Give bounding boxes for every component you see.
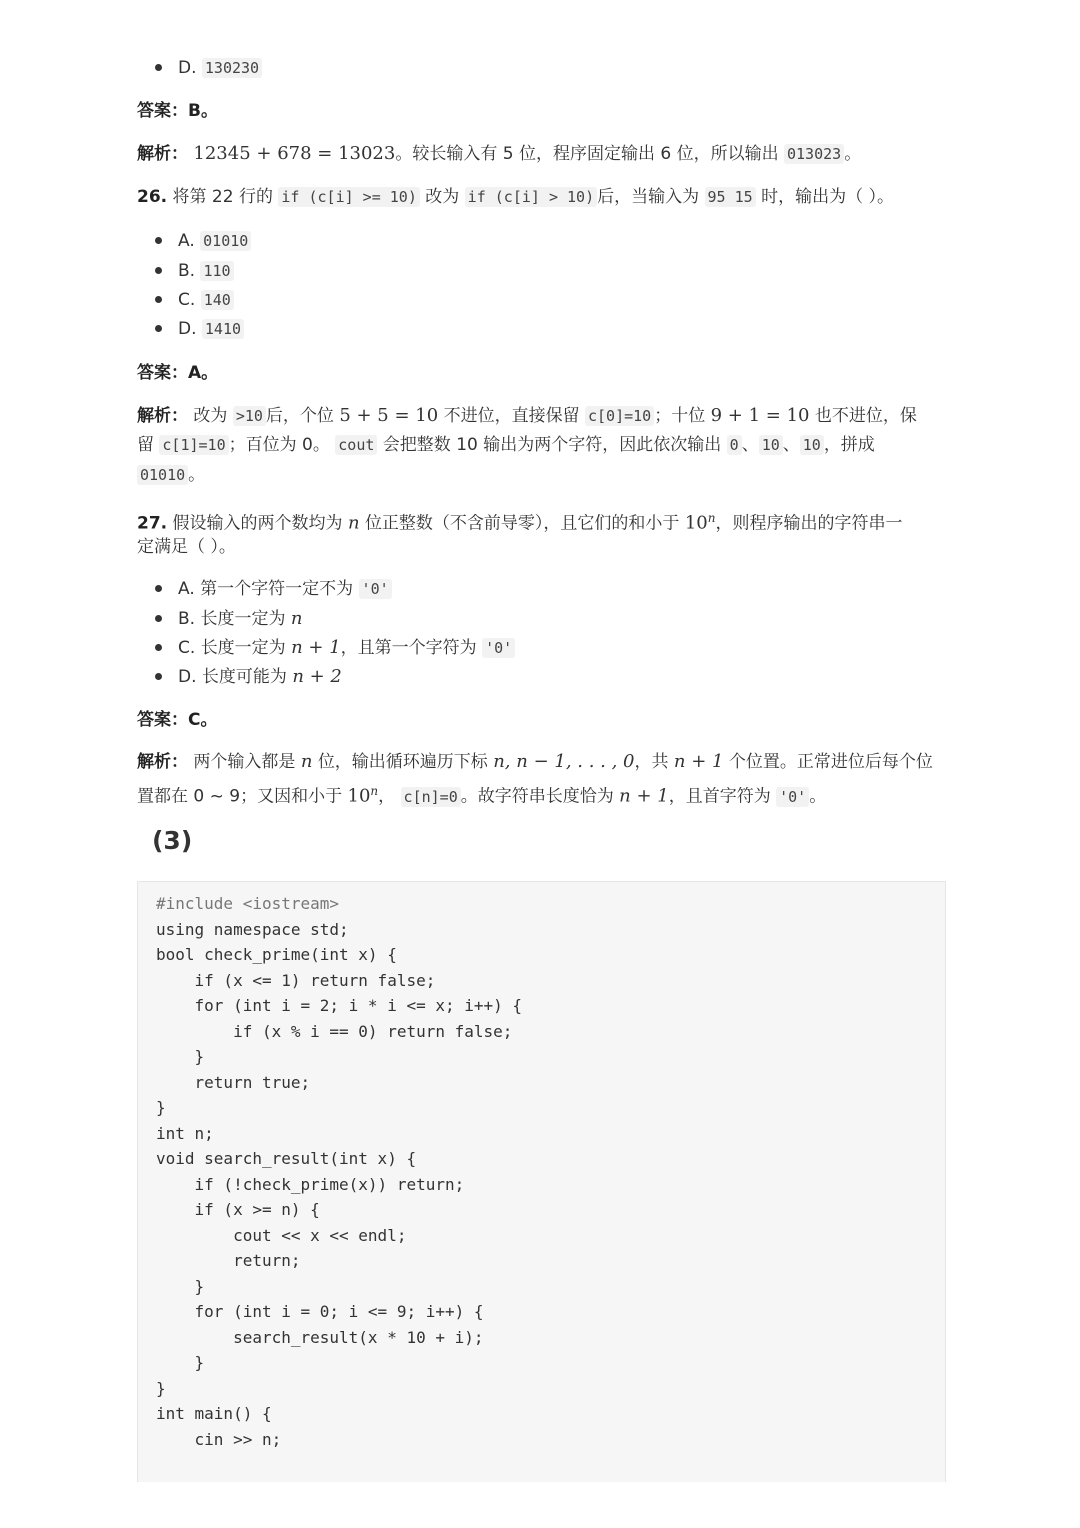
option-prefix: D. [178, 319, 197, 339]
question-text: 定满足（ ）。 [137, 537, 236, 557]
code-line [156, 1046, 204, 1068]
code-line-text: if (x >= n) { [156, 1200, 320, 1219]
analysis-text: 。故字符串长度恰为 [460, 786, 614, 807]
section-heading: (3) [152, 826, 193, 855]
analysis-label: 解析： [137, 752, 188, 772]
bullet-dot [155, 673, 162, 680]
inline-code: 01010 [137, 465, 188, 485]
question-text: 后，当输入为 [597, 187, 700, 207]
q27-option [178, 636, 515, 660]
code-line-text: for (int i = 0; i <= 9; i++) { [156, 1302, 484, 1321]
inline-code: if (c[i] > 10) [465, 187, 597, 207]
math-variable: n [290, 608, 303, 629]
bullet-dot [155, 267, 162, 274]
answer-value: C。 [188, 710, 218, 730]
code-line-text: } [156, 1353, 205, 1372]
code-line [156, 1097, 166, 1119]
answer-label: 答案： [137, 101, 188, 121]
question-text: 将第 22 行的 [172, 187, 273, 207]
code-line [156, 1276, 204, 1298]
math-expression: n + 1 [673, 751, 724, 772]
code-line-text: #include <iostream> [156, 894, 340, 913]
code-line-text: bool check_prime(int x) { [156, 945, 397, 964]
code-line-text: int n; [156, 1124, 214, 1143]
answer-label: 答案： [137, 710, 188, 730]
q26-option [178, 288, 234, 312]
analysis-label: 解析： [137, 406, 188, 426]
option-value: 140 [201, 290, 234, 310]
analysis-text: ， [378, 786, 396, 807]
math-expression: n + 1 [619, 785, 669, 807]
code-line-text: } [156, 1379, 166, 1398]
analysis-text: 后，个位 [265, 406, 334, 426]
analysis-text: ，共 [634, 752, 669, 772]
q26-option [178, 317, 244, 341]
q27-option [178, 577, 392, 601]
math-expression: n + 1 [291, 637, 341, 658]
q26-option [178, 259, 234, 283]
q27-option [178, 607, 302, 631]
inline-code: '0' [482, 638, 515, 658]
inline-code: c[n]=0 [401, 787, 461, 807]
analysis-text: ；百位为 0。 [228, 435, 330, 455]
q25-answer [137, 99, 947, 123]
answer-label: 答案： [137, 363, 188, 383]
option-prefix: C. [178, 290, 196, 310]
inline-code: 95 15 [705, 187, 756, 207]
code-line [156, 970, 435, 992]
question-text: 假设输入的两个数均为 [172, 513, 343, 534]
bullet-dot [155, 296, 162, 303]
option-text: ，且第一个字符为 [340, 638, 477, 658]
analysis-text: 改为 [193, 406, 228, 426]
answer-value: B。 [188, 101, 218, 121]
question-number: 27. [137, 513, 168, 534]
option-prefix: A. [178, 579, 195, 599]
bullet-dot [155, 615, 162, 622]
analysis-text: 留 [137, 435, 154, 455]
analysis-text: 不进位，直接保留 [443, 406, 580, 426]
math-expression: 9 + 1 = 10 [710, 405, 810, 426]
code-line [156, 1174, 464, 1196]
analysis-text: 、 [741, 435, 759, 455]
inline-code: cout [335, 435, 377, 455]
option-text: 长度一定为 [200, 609, 286, 629]
inline-code: '0' [776, 787, 809, 807]
q25-analysis [137, 142, 947, 166]
analysis-text: 也不进位，保 [814, 406, 917, 426]
code-line-text: void search_result(int x) { [156, 1149, 417, 1168]
math-expression: n + 2 [292, 666, 342, 687]
code-block [137, 881, 946, 1482]
analysis-text: 位，输出循环遍历下标 [317, 752, 488, 772]
code-line [156, 1327, 484, 1349]
q27-analysis-line-2 [137, 779, 947, 809]
math-expression: n, n − 1, . . . , 0 [493, 751, 635, 772]
code-line-text: } [156, 1098, 166, 1117]
code-line-text: if (x <= 1) return false; [156, 971, 436, 990]
q27-question-line-1 [137, 506, 947, 536]
bullet-dot [155, 585, 162, 592]
math-superscript: n [370, 784, 379, 798]
code-line [156, 1403, 272, 1425]
code-line [156, 1429, 281, 1451]
inline-code: 10 [800, 435, 824, 455]
code-line-text: return true; [156, 1073, 311, 1092]
analysis-text: 。较长输入有 5 位，程序固定输出 6 位，所以输出 [395, 144, 779, 164]
code-line [156, 1250, 301, 1272]
code-line [156, 1148, 416, 1170]
q26-answer [137, 361, 947, 385]
analysis-text: 会把整数 10 输出为两个字符，因此依次输出 [382, 435, 722, 455]
code-line [156, 1301, 484, 1323]
inline-code: 10 [759, 435, 783, 455]
analysis-text: 、 [782, 435, 800, 455]
code-line-text: cin >> n; [156, 1430, 282, 1449]
q27-analysis-line-1 [137, 750, 947, 774]
math-expression: 10 [347, 785, 371, 807]
option-text: 第一个字符一定不为 [200, 579, 354, 599]
option-prefix: A. [178, 231, 195, 251]
math-superscript: n [707, 511, 716, 525]
option-prefix: B. [178, 609, 196, 629]
code-line [156, 1072, 310, 1094]
math-variable: n [347, 512, 360, 534]
inline-code: if (c[i] >= 10) [278, 187, 419, 207]
q26-analysis-line-3 [137, 463, 947, 487]
q27-answer [137, 708, 947, 732]
code-line-text: cout << x << endl; [156, 1226, 407, 1245]
analysis-text: ，拼成 [823, 435, 875, 455]
math-variable: n [300, 751, 313, 772]
analysis-text: 置都在 0 ~ 9；又因和小于 [137, 786, 343, 807]
analysis-text: 。 [188, 465, 206, 485]
option-text: 长度可能为 [201, 667, 287, 687]
code-line-text: if (!check_prime(x)) return; [156, 1175, 465, 1194]
option-value: 130230 [202, 58, 262, 78]
bullet-dot [155, 644, 162, 651]
inline-code: 0 [727, 435, 742, 455]
code-line-text: for (int i = 2; i * i <= x; i++) { [156, 996, 523, 1015]
code-line [156, 919, 349, 941]
math-expression: 5 + 5 = 10 [339, 405, 439, 426]
code-line-text: return; [156, 1251, 301, 1270]
option-prefix: D. [178, 58, 197, 78]
question-number: 26. [137, 187, 168, 207]
code-line [156, 1378, 166, 1400]
code-line-text: int main() { [156, 1404, 272, 1423]
q26-option [178, 229, 251, 253]
code-line [156, 1199, 320, 1221]
option-value: 1410 [202, 319, 244, 339]
question-text: 改为 [425, 187, 460, 207]
question-text: ，则程序输出的字符串一 [715, 513, 903, 534]
code-line [156, 944, 397, 966]
code-line-text: if (x % i == 0) return false; [156, 1022, 513, 1041]
inline-code: c[0]=10 [585, 406, 654, 426]
q27-question-line-2 [137, 535, 947, 559]
code-line-text: } [156, 1047, 205, 1066]
option-prefix: D. [178, 667, 197, 687]
analysis-text: 个位置。正常进位后每个位 [728, 752, 933, 772]
analysis-label: 解析： [137, 144, 188, 164]
code-line [156, 1352, 204, 1374]
analysis-text: ；十位 [654, 406, 706, 426]
option-prefix: C. [178, 638, 196, 658]
code-line-text: search_result(x * 10 + i); [156, 1328, 484, 1347]
answer-value: A。 [188, 363, 219, 383]
analysis-text: 。 [809, 786, 827, 807]
q26-question [137, 185, 947, 209]
code-line-text: using namespace std; [156, 920, 349, 939]
code-line [156, 995, 522, 1017]
q26-analysis-line-1 [137, 404, 947, 428]
option-value: 110 [200, 261, 233, 281]
code-line [156, 893, 339, 915]
question-text: 位正整数（不含前导零），且它们的和小于 [364, 513, 680, 534]
bullet-dot [155, 64, 162, 71]
math-expression: 10 [684, 512, 708, 534]
option-text: 长度一定为 [200, 638, 286, 658]
code-line [156, 1225, 406, 1247]
inline-code: >10 [233, 406, 266, 426]
code-line-text: } [156, 1277, 205, 1296]
question-text: 时，输出为（ ）。 [761, 187, 894, 207]
bullet-dot [155, 237, 162, 244]
q27-option [178, 665, 342, 689]
analysis-text: 两个输入都是 [193, 752, 296, 772]
option-prefix: B. [178, 261, 196, 281]
analysis-text: 。 [844, 144, 862, 164]
q26-analysis-line-2 [137, 433, 947, 457]
code-line [156, 1123, 214, 1145]
code-line [156, 1021, 512, 1043]
analysis-text: ，且首字符为 [668, 786, 771, 807]
option-value: 01010 [200, 231, 251, 251]
inline-code: c[1]=10 [159, 435, 228, 455]
bullet-dot [155, 325, 162, 332]
q25-option-d [178, 56, 262, 80]
math-expression: 12345 + 678 = 13023 [193, 143, 396, 164]
inline-code: '0' [359, 579, 392, 599]
inline-code: 013023 [784, 144, 844, 164]
